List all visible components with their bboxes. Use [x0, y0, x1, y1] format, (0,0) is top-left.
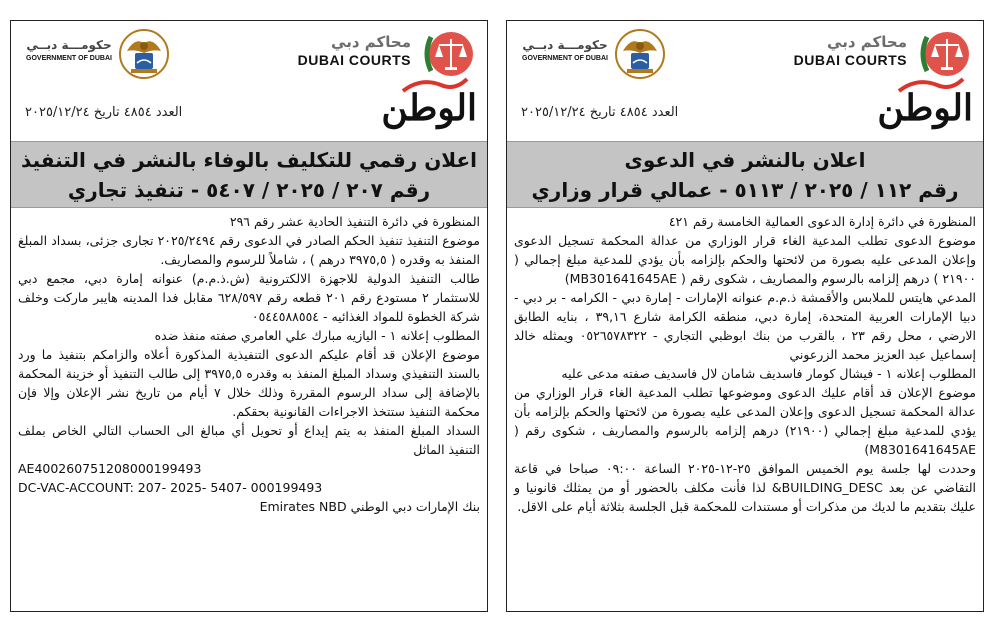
notice-title: اعلان رقمي للتكليف بالوفاء بالنشر في التنفيذ [21, 148, 477, 172]
logo-strip [11, 21, 487, 83]
hearing-details: وحددت لها جلسة يوم الخميس الموافق ٢٥-١٢-٢٠٢٥ الساعة ٠٩:٠٠ صباحا في قاعة التقاضي عن بعد BUILDING_DESC& لذا فأنت مكلف بالحضور أو من يمثلك قانونيا و عليك بتقديم ما لديك من مذكرات أو مستندات للمحكمة قبل الجلسة بثلاثة أيام على الاقل. [514, 461, 976, 514]
falcon-emblem-icon [613, 27, 667, 81]
notice-title-band [11, 141, 487, 208]
circuit-line: المنظورة في دائرة التنفيذ الحادية عشر رقم ٢٩٦ [229, 214, 480, 229]
government-of-dubai-logo [21, 27, 201, 81]
case-subject: موضوع الدعوى تطلب المدعية الغاء قرار الوزاري من عدالة المحكمة تسجيل الدعوى وإعلان المدعى عليه بصورة من لائحتها والحكم بإلزامه بأن يؤدي للمدعية مبلغ إجمالي ( ٢١٩٠٠ ) درهم إلزامه بالرسوم والمصاريف ، شكوى رقم ( MB301641645AE) [514, 233, 976, 286]
newspaper-name: الوطن [381, 87, 477, 129]
case-number: رقم ٢٠٧ / ٢٠٢٥ / ٥٤٠٧ - تنفيذ تجاري [67, 178, 431, 202]
account-iban: AE400260751208000199493 [18, 461, 202, 476]
account-vac: DC-VAC-ACCOUNT: 207- 2025- 5407- 000199493 [18, 480, 323, 495]
circuit-line: المنظورة في دائرة إدارة الدعوى العمالية الخامسة رقم ٤٢١ [668, 214, 976, 229]
newspaper-name: الوطن [877, 87, 973, 129]
notice-body [11, 208, 487, 516]
scales-of-justice-icon [913, 27, 977, 81]
issue-number-date: العدد ٤٨٥٤ تاريخ ٢٠٢٥/١٢/٢٤ [521, 105, 679, 120]
government-name-en: GOVERNMENT OF DUBAI [522, 55, 608, 62]
notice-execution-announcement [10, 20, 488, 612]
issue-number-date: العدد ٤٨٥٤ تاريخ ٢٠٢٥/١٢/٢٤ [25, 105, 183, 120]
dubai-courts-wordmark [794, 33, 907, 69]
newspaper-masthead [507, 83, 983, 141]
government-of-dubai-logo [517, 27, 697, 81]
payment-instructions: السداد المبلغ المنفذ به يتم إيداع أو تحويل أي مبالغ الى الحساب التالي الخاص بملف التنفيذ الماثل [18, 423, 480, 457]
notice-body [507, 208, 983, 516]
plaintiff-details: المدعي هايتس للملابس والأقمشة ذ.م.م عنوانه الإمارات - إمارة دبي - الكرامه - بر دبي - دبيا الإمارات العربية المتحدة، إمارة دبي، منطقه الكرامة شارع ٣٩,١٦ ، بنايه الطابق الارضي ، محل رقم ٢٣ ، بالقرب من بنك ابوظبي التجاري - ٠٥٢٦٥٧٨٣٢٢ ويمثله خالد إسماعيل عبد العزيز محمد الزرعوني [514, 290, 976, 362]
newspaper-masthead [11, 83, 487, 141]
courts-name-ar: محاكم دبي [331, 33, 411, 51]
courts-name-en: DUBAI COURTS [793, 52, 907, 68]
government-wordmark [21, 37, 117, 64]
dubai-courts-wordmark [298, 33, 411, 69]
bank-name: بنك الإمارات دبي الوطني Emirates NBD [259, 499, 480, 514]
announcement-subject: موضوع الإعلان قد أقام عليكم الدعوى التنفيذية المذكورة أعلاه والزامكم بتنفيذ ما ورد بالسند التنفيذي وسداد المبلغ المنفذ به وقدره ٣٩٧٥,٥ إلى طالب التنفيذ أو خزينة المحكمة بالإضافة إلى سداد الرسوم المقررة وذلك خلال ٧ أيام من تاريخ نشر الإعلان وإلا فإن محكمة التنفيذ ستتخذ الاجراءات القانونية بحقكم. [18, 347, 480, 419]
logo-strip [507, 21, 983, 83]
scales-of-justice-icon [417, 27, 481, 81]
notice-title: اعلان بالنشر في الدعوى [624, 148, 866, 172]
government-name-ar: حكومـــة دبــي [522, 38, 608, 52]
notice-title-band [507, 141, 983, 208]
dubai-courts-logo [745, 27, 977, 81]
falcon-emblem-icon [117, 27, 171, 81]
execution-subject: موضوع التنفيذ تنفيذ الحكم الصادر في الدعوى رقم ٢٠٢٥/٢٤٩٤ تجارى جزئى، بسداد المبلغ المنفذ به وقدره ( ٣٩٧٥,٥ درهم ) ، شاملاً للرسوم والمصاريف. [18, 233, 480, 267]
government-name-en: GOVERNMENT OF DUBAI [26, 55, 112, 62]
claimant-details: طالب التنفيذ الدولية للاجهزة الالكترونية (ش.ذ.م.م) عنوانه إمارة دبي، مجمع دبي للاستثمار ٢ مستودع رقم ٢٠١ قطعه رقم ٦٢٨/٥٩٧ مقابل فدا المدينه هايبر ماركت وخلف شركة الخطوة للمواد الغذائيه - ٠٥٤٤٥٨٨٥٥٤ [18, 271, 480, 324]
government-wordmark [517, 37, 613, 64]
notice-case-announcement [506, 20, 984, 612]
respondent-line: المطلوب إعلانه ١ - اليازيه مبارك علي العامري صفته منفذ ضده [154, 328, 480, 343]
courts-name-en: DUBAI COURTS [297, 52, 411, 68]
government-name-ar: حكومـــة دبــي [26, 38, 112, 52]
courts-name-ar: محاكم دبي [827, 33, 907, 51]
dubai-courts-logo [249, 27, 481, 81]
defendant-line: المطلوب إعلانه ١ - فيشال كومار فاسديف شامان لال فاسديف صفته مدعى عليه [561, 366, 976, 381]
case-number: رقم ١١٢ / ٢٠٢٥ / ٥١١٣ - عمالي قرار وزاري [531, 178, 959, 202]
announcement-subject: موضوع الإعلان قد أقام عليك الدعوى وموضوعها تطلب المدعية الغاء قرار الوزاري من عدالة المحكمة تسجيل الدعوى وإعلان المدعى عليه بصورة من لائحتها والحكم بإلزامه بأن يؤدي للمدعية مبلغ إجمالي (٢١٩٠٠) درهم إلزامه بالرسوم والمصاريف ، شكوى رقم ( M8301641645AE) [514, 385, 976, 457]
